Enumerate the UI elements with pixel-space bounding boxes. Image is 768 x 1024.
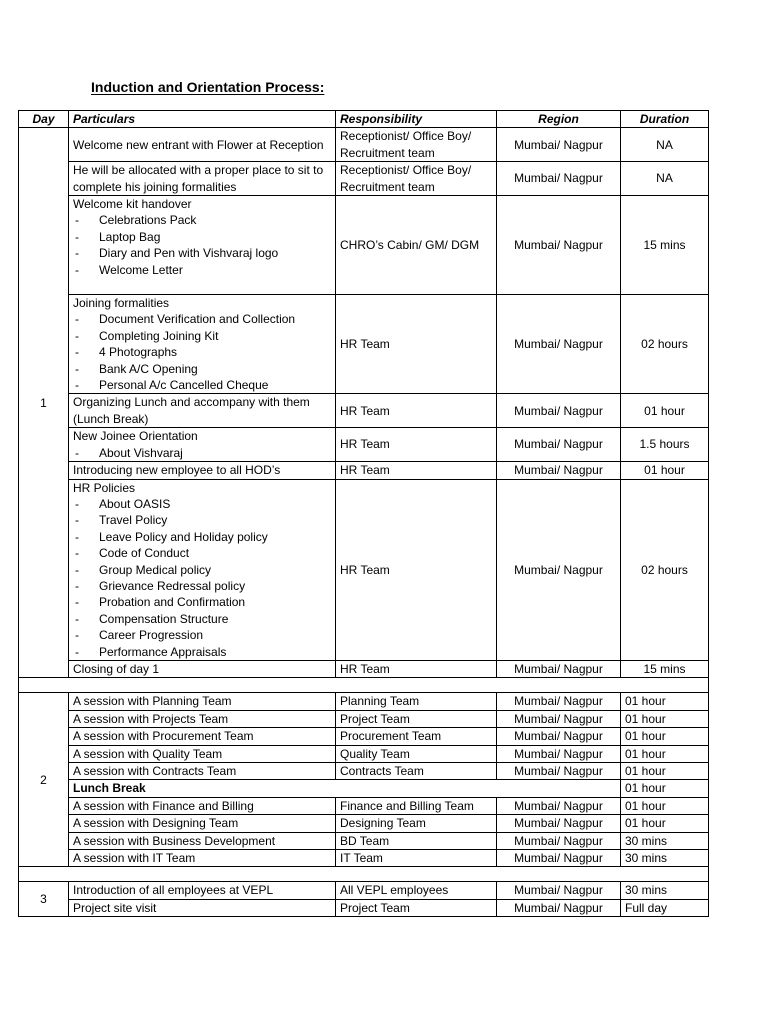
- region-cell: Mumbai/ Nagpur: [497, 428, 621, 462]
- responsibility-cell: Project Team: [336, 899, 497, 916]
- list-item: - Career Progression: [73, 627, 331, 643]
- particulars-cell: A session with Planning Team: [69, 693, 336, 710]
- responsibility-cell: CHRO’s Cabin/ GM/ DGM: [336, 196, 497, 295]
- header-region: Region: [497, 111, 621, 128]
- responsibility-cell: HR Team: [336, 295, 497, 394]
- header-responsibility: Responsibility: [336, 111, 497, 128]
- bullet-list: [73, 212, 331, 278]
- particulars-heading: Joining formalities: [73, 296, 170, 311]
- table-row: [19, 745, 709, 762]
- table-row: [19, 797, 709, 814]
- responsibility-cell: HR Team: [336, 462, 497, 479]
- table-row: [19, 196, 709, 295]
- page-title: Induction and Orientation Process:: [91, 79, 325, 95]
- table-row: [19, 295, 709, 394]
- duration-cell: NA: [621, 128, 709, 162]
- particulars-cell: A session with Projects Team: [69, 710, 336, 727]
- responsibility-cell: Contracts Team: [336, 763, 497, 780]
- particulars-heading: Welcome kit handover: [73, 197, 192, 212]
- region-cell: Mumbai/ Nagpur: [497, 797, 621, 814]
- day-cell: 2: [19, 693, 69, 867]
- duration-cell: 02 hours: [621, 479, 709, 660]
- day-cell: 1: [19, 128, 69, 678]
- region-cell: Mumbai/ Nagpur: [497, 295, 621, 394]
- particulars-cell: A session with Procurement Team: [69, 728, 336, 745]
- list-item: - Grievance Redressal policy: [73, 578, 331, 594]
- table-row: [19, 763, 709, 780]
- particulars-cell: Organizing Lunch and accompany with them (Lunch Break): [69, 394, 336, 428]
- list-item: - Leave Policy and Holiday policy: [73, 529, 331, 545]
- table-row: [19, 479, 709, 660]
- duration-cell: 15 mins: [621, 660, 709, 677]
- region-cell: Mumbai/ Nagpur: [497, 899, 621, 916]
- responsibility-cell: IT Team: [336, 850, 497, 867]
- list-item: - Completing Joining Kit: [73, 328, 331, 344]
- day2-section: [19, 693, 709, 867]
- particulars-cell: A session with Designing Team: [69, 815, 336, 832]
- duration-cell: 01 hour: [621, 745, 709, 762]
- responsibility-cell: Finance and Billing Team: [336, 797, 497, 814]
- duration-cell: NA: [621, 162, 709, 196]
- list-item: - Travel Policy: [73, 512, 331, 528]
- day3-section: [19, 882, 709, 917]
- table-row: [19, 815, 709, 832]
- region-cell: Mumbai/ Nagpur: [497, 196, 621, 295]
- duration-cell: 30 mins: [621, 882, 709, 899]
- responsibility-cell: HR Team: [336, 428, 497, 462]
- responsibility-cell: Designing Team: [336, 815, 497, 832]
- particulars-cell: A session with IT Team: [69, 850, 336, 867]
- table-row: [19, 899, 709, 916]
- particulars-cell: [69, 196, 336, 295]
- responsibility-cell: All VEPL employees: [336, 882, 497, 899]
- particulars-cell: Introduction of all employees at VEPL: [69, 882, 336, 899]
- header-duration: Duration: [621, 111, 709, 128]
- particulars-cell: A session with Quality Team: [69, 745, 336, 762]
- list-item: - Bank A/C Opening: [73, 361, 331, 377]
- table-row: [19, 882, 709, 899]
- particulars-heading: New Joinee Orientation: [73, 429, 198, 444]
- responsibility-cell: HR Team: [336, 479, 497, 660]
- list-item: - Code of Conduct: [73, 545, 331, 561]
- particulars-cell: A session with Finance and Billing: [69, 797, 336, 814]
- region-cell: Mumbai/ Nagpur: [497, 882, 621, 899]
- region-cell: Mumbai/ Nagpur: [497, 850, 621, 867]
- responsibility-cell: Planning Team: [336, 693, 497, 710]
- region-cell: Mumbai/ Nagpur: [497, 832, 621, 849]
- list-item: - Compensation Structure: [73, 611, 331, 627]
- region-cell: Mumbai/ Nagpur: [497, 660, 621, 677]
- induction-table: [18, 110, 709, 917]
- duration-cell: 01 hour: [621, 710, 709, 727]
- table-row: [19, 462, 709, 479]
- duration-cell: 30 mins: [621, 832, 709, 849]
- day1-section: [19, 128, 709, 678]
- region-cell: Mumbai/ Nagpur: [497, 710, 621, 727]
- responsibility-cell: HR Team: [336, 394, 497, 428]
- region-cell: Mumbai/ Nagpur: [497, 728, 621, 745]
- list-item: - Diary and Pen with Vishvaraj logo: [73, 245, 331, 261]
- table-row: [19, 710, 709, 727]
- bullet-list: [73, 311, 331, 393]
- particulars-cell: Lunch Break: [69, 780, 621, 797]
- region-cell: Mumbai/ Nagpur: [497, 128, 621, 162]
- table-row: [19, 394, 709, 428]
- list-item: - About OASIS: [73, 496, 331, 512]
- region-cell: Mumbai/ Nagpur: [497, 745, 621, 762]
- responsibility-cell: Receptionist/ Office Boy/ Recruitment team: [336, 128, 497, 162]
- responsibility-cell: BD Team: [336, 832, 497, 849]
- header-row: [19, 111, 709, 128]
- region-cell: Mumbai/ Nagpur: [497, 479, 621, 660]
- list-item: - Performance Appraisals: [73, 644, 331, 660]
- region-cell: Mumbai/ Nagpur: [497, 693, 621, 710]
- particulars-cell: [69, 428, 336, 462]
- spacer-section: [19, 867, 709, 882]
- duration-cell: 01 hour: [621, 763, 709, 780]
- responsibility-cell: Procurement Team: [336, 728, 497, 745]
- table-row: [19, 850, 709, 867]
- table-row: [19, 693, 709, 710]
- particulars-cell: Project site visit: [69, 899, 336, 916]
- table-row: [19, 128, 709, 162]
- particulars-cell: Welcome new entrant with Flower at Reception: [69, 128, 336, 162]
- responsibility-cell: HR Team: [336, 660, 497, 677]
- particulars-cell: Introducing new employee to all HOD’s: [69, 462, 336, 479]
- duration-cell: 1.5 hours: [621, 428, 709, 462]
- list-item: - Document Verification and Collection: [73, 311, 331, 327]
- list-item: - About Vishvaraj: [73, 445, 331, 461]
- list-item: - Welcome Letter: [73, 262, 331, 278]
- spacer-section: [19, 678, 709, 693]
- region-cell: Mumbai/ Nagpur: [497, 162, 621, 196]
- responsibility-cell: Receptionist/ Office Boy/ Recruitment team: [336, 162, 497, 196]
- table-row: [19, 660, 709, 677]
- table-row: [19, 728, 709, 745]
- bullet-list: [73, 496, 331, 660]
- responsibility-cell: Project Team: [336, 710, 497, 727]
- table-row: [19, 428, 709, 462]
- duration-cell: 01 hour: [621, 797, 709, 814]
- region-cell: Mumbai/ Nagpur: [497, 815, 621, 832]
- duration-cell: 30 mins: [621, 850, 709, 867]
- table-row: [19, 780, 709, 797]
- table-row: [19, 832, 709, 849]
- spacer-row: [19, 678, 709, 693]
- region-cell: Mumbai/ Nagpur: [497, 763, 621, 780]
- spacer-row: [19, 867, 709, 882]
- day-cell: 3: [19, 882, 69, 917]
- particulars-cell: He will be allocated with a proper place to sit to complete his joining formalities: [69, 162, 336, 196]
- responsibility-cell: Quality Team: [336, 745, 497, 762]
- duration-cell: 01 hour: [621, 394, 709, 428]
- list-item: - 4 Photographs: [73, 344, 331, 360]
- duration-cell: 01 hour: [621, 780, 709, 797]
- table-row: [19, 162, 709, 196]
- duration-cell: 01 hour: [621, 693, 709, 710]
- particulars-cell: [69, 295, 336, 394]
- particulars-heading: HR Policies: [73, 480, 136, 495]
- list-item: - Laptop Bag: [73, 229, 331, 245]
- duration-cell: 01 hour: [621, 815, 709, 832]
- header-particulars: Particulars: [69, 111, 336, 128]
- duration-cell: 02 hours: [621, 295, 709, 394]
- particulars-cell: A session with Business Development: [69, 832, 336, 849]
- duration-cell: 01 hour: [621, 728, 709, 745]
- region-cell: Mumbai/ Nagpur: [497, 462, 621, 479]
- list-item: - Probation and Confirmation: [73, 594, 331, 610]
- particulars-cell: [69, 479, 336, 660]
- list-item: - Group Medical policy: [73, 562, 331, 578]
- duration-cell: 01 hour: [621, 462, 709, 479]
- region-cell: Mumbai/ Nagpur: [497, 394, 621, 428]
- duration-cell: 15 mins: [621, 196, 709, 295]
- particulars-cell: A session with Contracts Team: [69, 763, 336, 780]
- duration-cell: Full day: [621, 899, 709, 916]
- particulars-cell: Closing of day 1: [69, 660, 336, 677]
- bullet-list: [73, 445, 331, 461]
- list-item: - Personal A/c Cancelled Cheque: [73, 377, 331, 393]
- list-item: - Celebrations Pack: [73, 212, 331, 228]
- header-day: Day: [19, 111, 69, 128]
